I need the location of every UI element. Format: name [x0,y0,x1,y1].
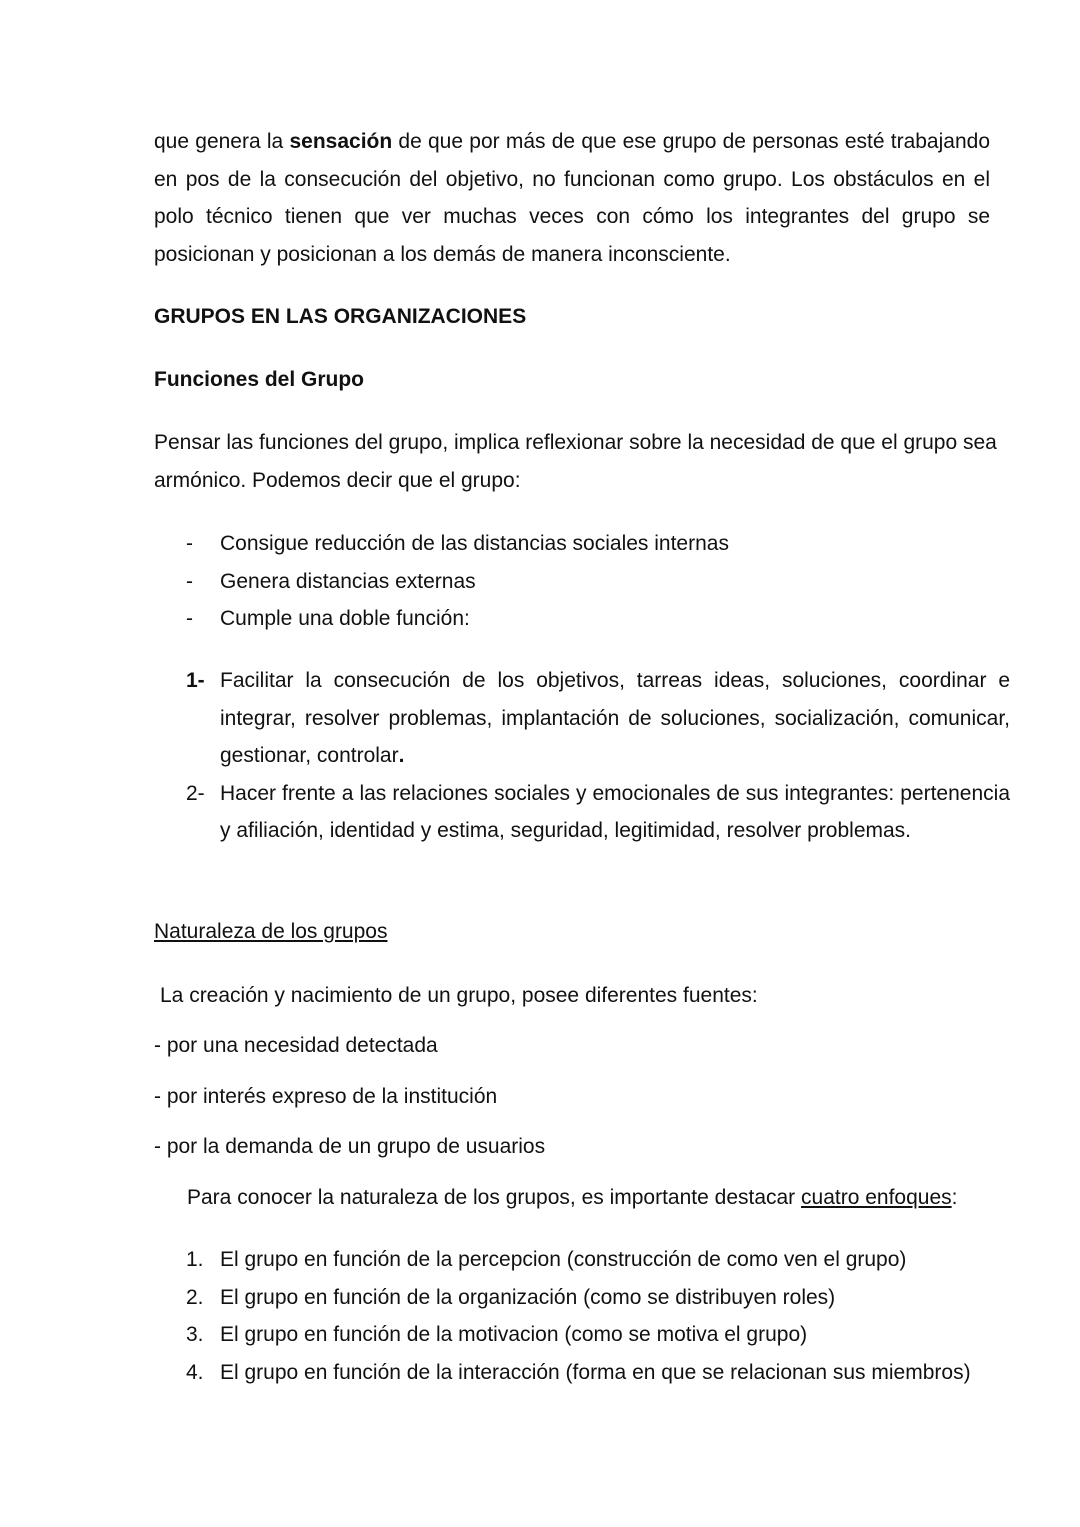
list-item-text: Facilitar la consecución de los objetivos, tarreas ideas, soluciones, coordinar e integrar, resolver problemas, implantación de soluciones, socialización, comunicar, gestionar, controlar [220,669,1010,767]
list-item [154,662,1010,775]
approaches-list [154,1241,1024,1391]
list-item-text: Genera distancias externas [220,569,476,593]
approaches-underlined: cuatro enfoques [801,1186,952,1209]
functions-paragraph: Pensar las funciones del grupo, implica reflexionar sobre la necesidad de que el grupo sea armónico. Podemos decir que el grupo: [154,431,997,492]
list-marker: 2- [186,781,205,805]
approaches-intro-end: : [951,1186,958,1209]
list-item [154,775,1010,850]
subsection-title: Funciones del Grupo [154,368,365,391]
approaches-intro-text: Para conocer la naturaleza de los grupos, es importante destacar [187,1186,802,1209]
list-item-text: El grupo en función de la percepcion (construcción de como ven el grupo) [220,1248,907,1271]
list-marker: - [186,569,193,593]
intro-text-after: de que por más de que ese grupo de personas esté trabajando en pos de la consecución del objetivo, no funcionan como grupo. Los obstáculos en el polo técnico tienen que ver muchas veces con cómo los integrantes del grupo se posicionan y posicionan a los demás de manera inconsciente. [154,130,990,266]
list-marker: - [186,607,193,630]
nature-title: Naturaleza de los grupos [154,920,388,943]
list-item [154,1316,1024,1354]
intro-paragraph [154,123,990,273]
list-item-text: Cumple una doble función: [220,607,470,630]
intro-text-before: que genera la [154,130,290,153]
list-marker: 3. [186,1323,204,1346]
list-item-text: Consigue reducción de las distancias sociales internas [220,532,729,555]
list-item [154,1354,1024,1392]
section-title: GRUPOS EN LAS ORGANIZACIONES [154,305,527,328]
source-item: - por la demanda de un grupo de usuarios [154,1135,546,1158]
list-marker: - [186,532,193,555]
list-item [154,525,1010,563]
list-item [154,1279,1024,1317]
list-item-text: El grupo en función de la interacción (forma en que se relacionan sus miembros) [220,1360,971,1384]
source-item: - por interés expreso de la institución [154,1085,498,1108]
list-marker: 1. [186,1248,204,1271]
list-item [154,600,1010,638]
list-item [154,1241,1024,1279]
intro-bold-word: sensación [289,130,393,153]
list-marker: 2. [186,1285,204,1309]
list-item-text: El grupo en función de la motivacion (como se motiva el grupo) [220,1323,808,1346]
list-marker: 1- [186,669,205,692]
list-marker: 4. [186,1360,204,1384]
double-function-list [154,662,1010,850]
dash-list [154,525,1010,638]
list-item-end: . [398,744,405,767]
approaches-intro [187,1179,1010,1217]
source-item: - por una necesidad detectada [154,1034,438,1057]
list-item-text: Hacer frente a las relaciones sociales y emocionales de sus integrantes: pertenencia y afiliación, identidad y estima, seguridad, legitimidad, resolver problemas. [220,781,1010,842]
list-item [154,563,1010,601]
list-item-text: El grupo en función de la organización (como se distribuyen roles) [220,1285,836,1309]
creation-intro: La creación y nacimiento de un grupo, posee diferentes fuentes: [160,984,758,1007]
